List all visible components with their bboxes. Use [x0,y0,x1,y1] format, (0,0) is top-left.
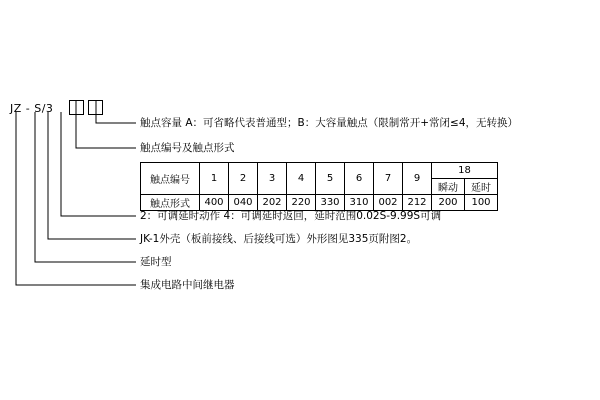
contact-number-3: 3 [258,163,287,195]
desc-delay-action: 2：可调延时动作 4：可调延时返回，延时范围0.02S-9.99S可调 [140,210,442,222]
contact-number-7: 7 [374,163,403,195]
contact-form-5: 330 [316,195,345,211]
model-code-text: JZ - S/3 [10,102,54,115]
contact-form-1: 400 [200,195,229,211]
desc-delay-type: 延时型 [140,256,172,268]
table-row-header-group [141,163,498,179]
contact-form-18-delay: 100 [465,195,498,211]
contact-form-label: 触点形式 [141,195,200,211]
contact-number-label: 触点编号 [141,163,200,195]
contact-number-9: 9 [403,163,432,195]
contact-number-2: 2 [229,163,258,195]
contact-form-9: 212 [403,195,432,211]
contact-number-4: 4 [287,163,316,195]
code-box-2[interactable] [88,100,103,115]
desc-contact-number-form: 触点编号及触点形式 [140,142,235,154]
contact-form-4: 220 [287,195,316,211]
contact-number-5: 5 [316,163,345,195]
desc-shell-type: JK-1外壳（板前接线、后接线可选）外形图见335页附图2。 [140,233,418,245]
contact-number-1: 1 [200,163,229,195]
code-box-1[interactable] [69,100,84,115]
contact-form-2: 040 [229,195,258,211]
desc-product-name: 集成电路中间继电器 [140,279,235,291]
contact-form-3: 202 [258,195,287,211]
contact-number-18: 18 [432,163,498,179]
contact-table [140,162,498,211]
table-row-forms [141,195,498,211]
desc-contact-capacity: 触点容量 A：可省略代表普通型；B：大容量触点（限制常开+常闭≤4，无转换） [140,117,518,129]
contact-form-6: 310 [345,195,374,211]
contact-number-6: 6 [345,163,374,195]
group-sub-label-instant: 瞬动 [432,179,465,195]
contact-form-7: 002 [374,195,403,211]
group-sub-label-delay: 延时 [465,179,498,195]
contact-form-18-instant: 200 [432,195,465,211]
